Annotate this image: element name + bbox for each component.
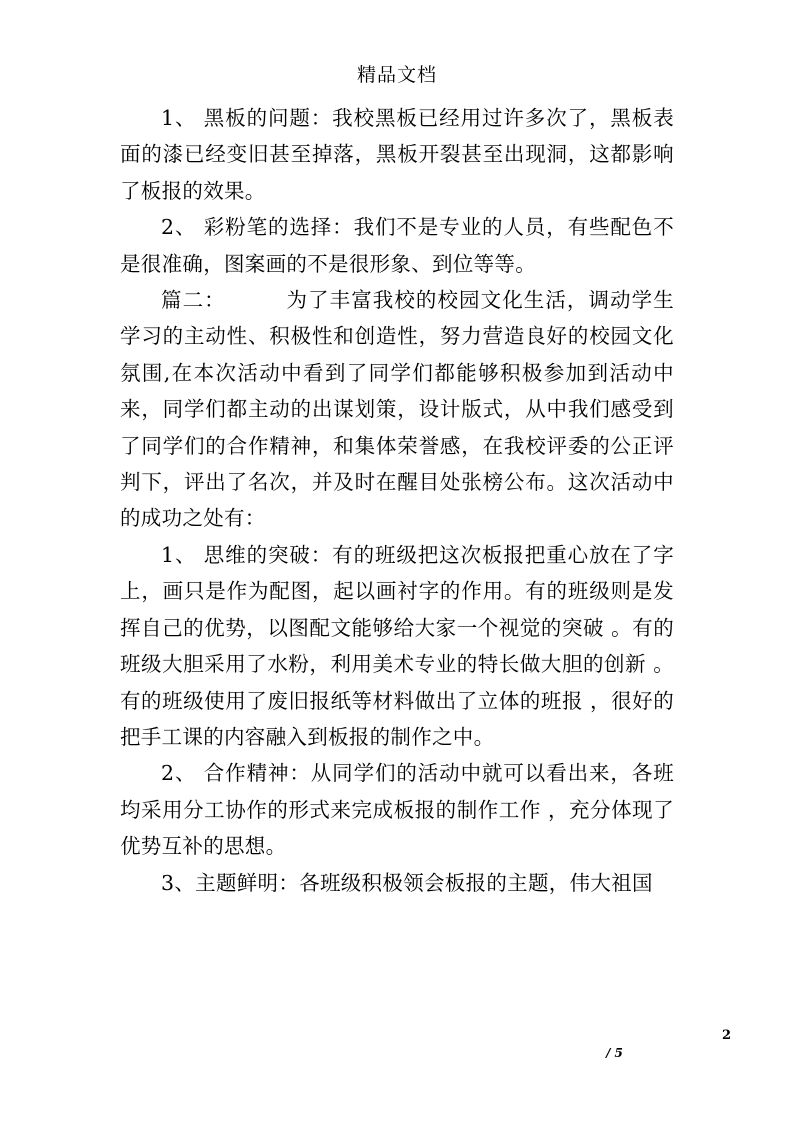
page-header-title: 精品文档 (356, 64, 437, 86)
document-body (120, 100, 674, 901)
page-number: 2 (722, 1028, 732, 1043)
paragraph-blackboard-issue: 1、 黑板的问题：我校黑板已经用过许多次了，黑板表面的漆已经变旧甚至掉落，黑板开裂甚至出现洞，这都影响了板报的效果。 (120, 106, 674, 203)
section-two-text: 为了丰富我校的校园文化生活，调动学生学习的主动性、积极性和创造性，努力营造良好的校园文化氛围,在本次活动中看到了同学们都能够积极参加到活动中来，同学们都主动的出谋划策，设计版式，从中我们感受到了同学们的合作精神，和集体荣誉感，在我校评委的公正评判下，评出了名次，并及时在醒目处张榜公布。这次活动中的成功之处有： (120, 288, 674, 531)
paragraph-section-two (120, 282, 674, 537)
paragraph-chalk-selection: 2、 彩粉笔的选择：我们不是专业的人员，有些配色不是很准确，图案画的不是很形象、到位等等。 (120, 215, 674, 276)
section-two-label: 篇二： (161, 288, 226, 313)
paragraph-teamwork: 2、 合作精神：从同学们的活动中就可以看出来，各班均采用分工协作的形式来完成板报的制作工作 ，充分体现了优势互补的思想。 (120, 761, 674, 859)
paragraph-theme: 3、主题鲜明：各班级积极领会板报的主题，伟大祖国 (161, 870, 653, 895)
page-total-indicator: / 5 (606, 1046, 623, 1060)
paragraph-thinking-breakthrough: 1、 思维的突破：有的班级把这次板报把重心放在了字上，画只是作为配图，起以画衬字的作用。有的班级则是发挥自己的优势，以图配文能够给大家一个视觉的突破 。有的班级大胆采用了水粉，利用美术专业的特长做大胆的创新 。有的班级使用了废旧报纸等材料做出了立体的班报 ，很好的把手工课的内容融入到板报的制作之中。 (120, 542, 674, 749)
